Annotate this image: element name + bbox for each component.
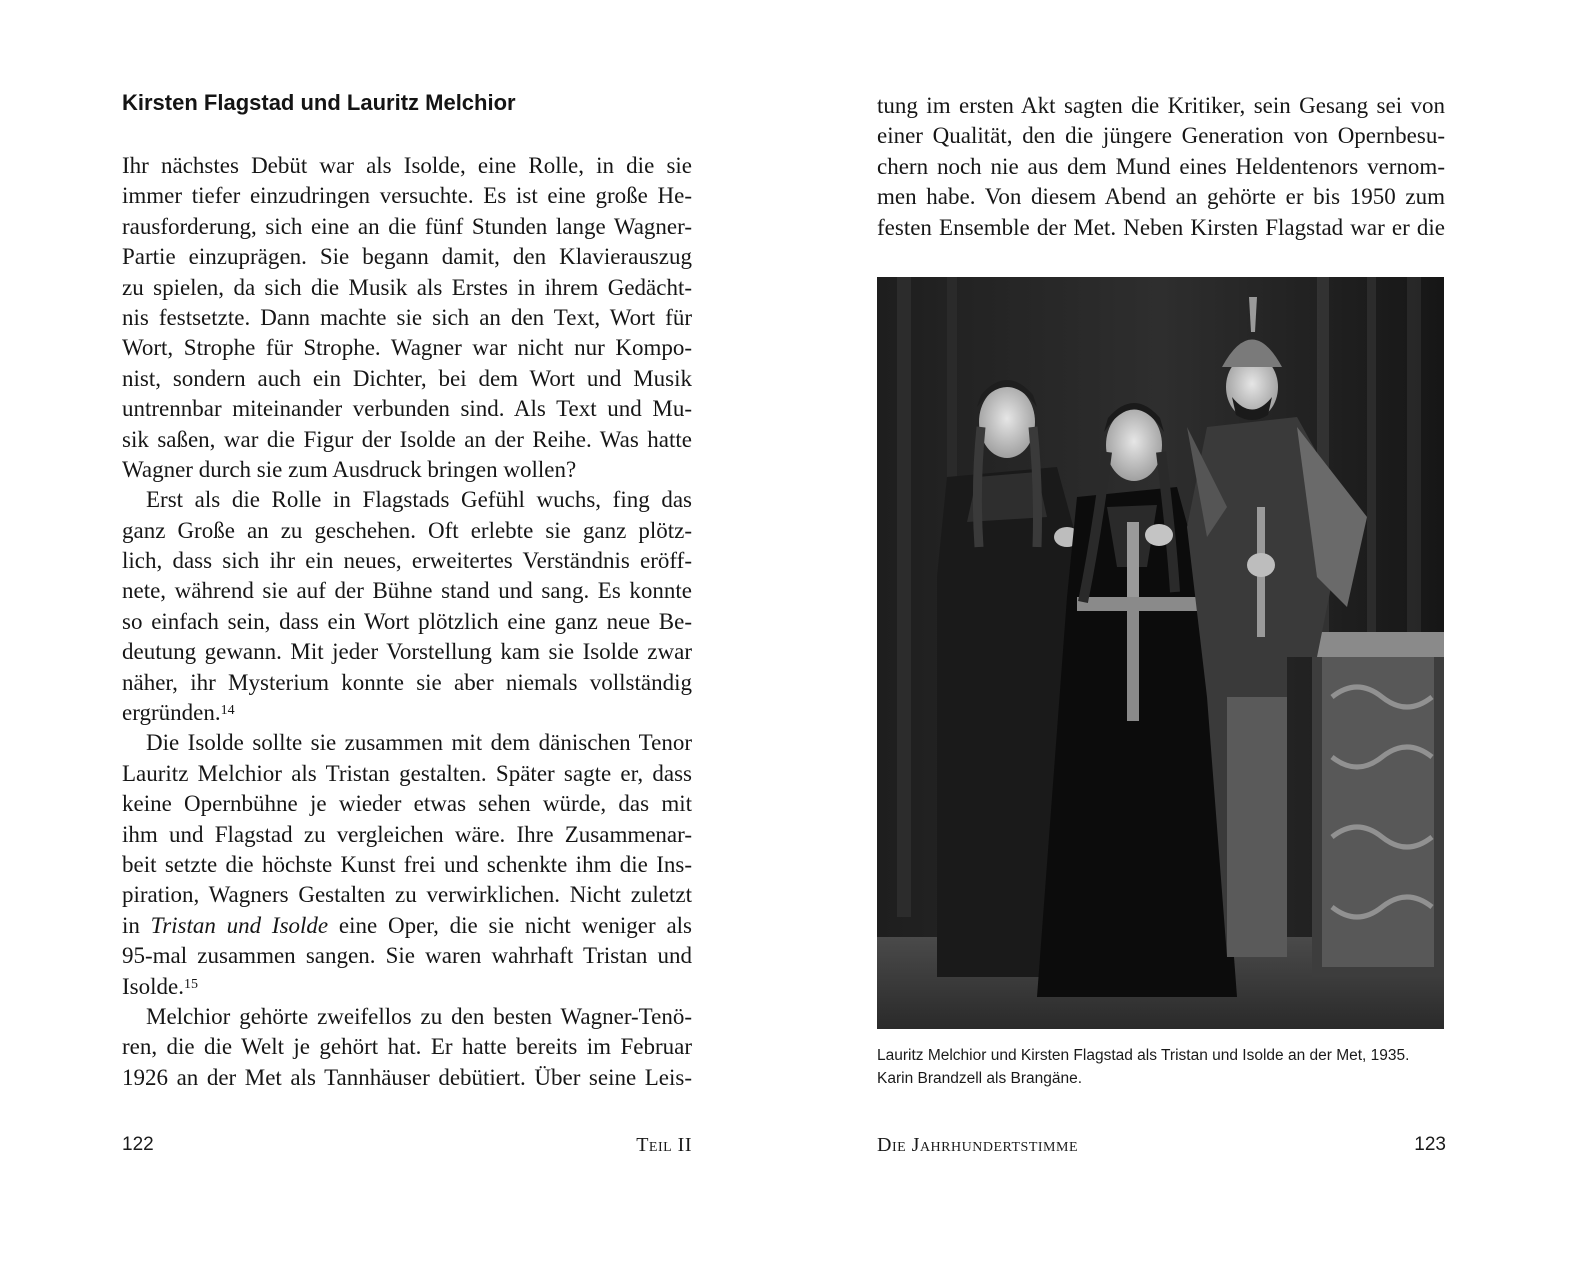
text-line: ihm und Flagstad zu vergleichen wäre. Ihre Zusammenar- [122,821,692,847]
text-line-with-italic [122,911,692,941]
footnote-marker[interactable]: 15 [183,976,198,992]
text-line: untrennbar miteinander verbunden sind. Als Text und Mu- [122,396,692,422]
text-line: 1926 an der Met als Tannhäuser debütiert. Über seine Leis- [122,1064,692,1090]
running-head-left: Teil II [636,1134,692,1156]
text-line: Partie einzuprägen. Sie begann damit, den Klavierauszug [122,244,692,270]
text-line: Wort, Strophe für Strophe. Wagner war nicht nur Kompo- [122,335,692,361]
footnote-marker[interactable]: 14 [220,703,235,719]
text-fragment: eine Oper, die sie nicht weniger als [328,912,692,938]
text-line: festen Ensemble der Met. Neben Kirsten Flagstad war er die [877,214,1445,240]
caption-line: Karin Brandzell als Brangäne. [877,1070,1083,1087]
text-line: men habe. Von diesem Abend an gehörte er bis 1950 zum [877,184,1445,210]
text-line: lich, dass sich ihr ein neues, erweitertes Verständnis eröff- [122,548,692,574]
text-line: Melchior gehörte zweifellos zu den besten Wagner-Tenö- [146,1003,692,1029]
text-line: nis festsetzte. Dann machte sie sich an den Text, Wort für [122,304,692,330]
text-line: Erst als die Rolle in Flagstads Gefühl wuchs, fing das [146,487,692,513]
opera-title: Tristan und Isolde [150,912,329,938]
text-line: keine Opernbühne je wieder etwas sehen würde, das mit [122,791,692,817]
text-line: piration, Wagners Gestalten zu verwirklichen. Nicht zuletzt [122,882,692,908]
text-fragment: Isolde. [122,973,184,999]
text-line: rausforderung, sich eine an die fünf Stunden lange Wagner- [122,213,692,239]
photo-illustration [877,277,1444,1029]
section-heading: Kirsten Flagstad und Lauritz Melchior [122,90,516,115]
text-line: tung im ersten Akt sagten die Kritiker, sein Gesang sei von [877,93,1445,118]
text-line: chern noch nie aus dem Mund eines Heldentenors vernom- [877,153,1445,179]
caption-line: Lauritz Melchior und Kirsten Flagstad als Tristan und Isolde an der Met, 1935. [877,1047,1410,1064]
page-number-right: 123 [1414,1134,1446,1155]
text-line: sik saßen, war die Figur der Isolde an der Reihe. Was hatte [122,426,692,452]
right-body-text [877,91,1445,243]
text-line: Lauritz Melchior als Tristan gestalten. Später sagte er, dass [122,760,692,786]
text-line: ganz Große an zu geschehen. Oft erlebte sie ganz plötz- [122,517,692,543]
text-line-with-footnote [122,972,692,1002]
text-line: 95-mal zusammen sangen. Sie waren wahrhaft Tristan und [122,943,692,969]
text-fragment: in [122,912,140,938]
text-line: nist, sondern auch ein Dichter, bei dem Wort und Musik [122,365,692,391]
left-body-text [122,151,692,1093]
text-line: beit setzte die höchste Kunst frei und schenkte ihm die Ins- [122,851,692,877]
text-line: Wagner durch sie zum Ausdruck bringen wollen? [122,456,577,482]
running-head-right: Die Jahrhundertstimme [877,1134,1078,1156]
historical-photo [877,277,1444,1029]
text-line: nete, während sie auf der Bühne stand und sang. Es konnte [122,578,692,604]
text-line: Die Isolde sollte sie zusammen mit dem dänischen Tenor [146,730,692,756]
right-page [797,0,1594,1270]
text-line: ren, die die Welt je gehört hat. Er hatte bereits im Februar [122,1034,692,1060]
ornate-chest [1302,632,1444,977]
text-line: näher, ihr Mysterium konnte sie aber niemals vollständig [122,669,692,695]
page-number-left: 122 [122,1134,154,1155]
text-line-with-footnote [122,698,692,728]
text-line: deutung gewann. Mit jeder Vorstellung kam sie Isolde zwar [122,639,692,665]
text-line: Ihr nächstes Debüt war als Isolde, eine Rolle, in die sie [122,153,692,178]
text-line: so einfach sein, dass ein Wort plötzlich eine ganz neue Be- [122,608,692,634]
text-line: zu spielen, da sich die Musik als Erstes in ihrem Gedächt- [122,274,692,300]
text-line: einer Qualität, den die jüngere Generation von Opernbesu- [877,123,1445,149]
photo-caption [877,1044,1444,1090]
text-line: immer tiefer einzudringen versuchte. Es ist eine große He- [122,183,692,209]
text-fragment: ergründen. [122,700,221,726]
